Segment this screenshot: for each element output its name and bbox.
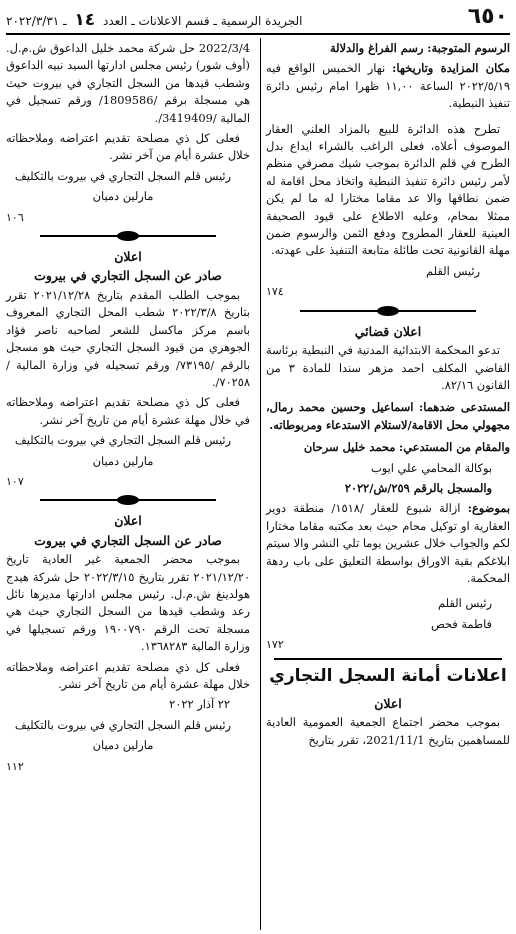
sale-paragraph: تطرح هذه الدائرة للبيع بالمزاد العلني العقار الموصوف أعلاه، فعلى الراغب بالشراء ايداع بدل الطرح في قلم الدائرة بموجب شيك مصرفي منظم لأمر رئيس دائرة تنفيذ النبطية واتخاذ محل اقامة له ضمن نطاقها والا عد مقاما مختارا له ما لم يكن ممثلا بمحام، وعليه الاطلاع على قيود الصحيفة العينية للعقار المطروح ودفع الثمن والرسوم ضمن مهلة القانونية تحت طائلة متابعة التنفيذ على عهدته. xyxy=(266,121,510,258)
notice-number-2: ١٧٢ xyxy=(266,638,284,652)
right-column xyxy=(266,40,510,752)
court-paragraph: تدعو المحكمة الابتدائية المدنية في النبطية برئاسة القاضي المكلف احمد مزهر سندا للمادة ٣ من القانون ٨٢/١٦. xyxy=(266,343,510,392)
section-rule xyxy=(274,658,502,660)
registrar-title-1: رئيس قلم السجل التجاري في بيروت بالتكليف xyxy=(14,168,232,183)
objection-2: فعلى كل ذي مصلحة تقديم اعتراضه وملاحظاته في خلال مهلة عشرة أيام من تاريخ آخر نشر. xyxy=(6,395,250,427)
issue-date: ـ ٢٠٢٢/٣/٣١ xyxy=(6,14,67,28)
defendants-text: اسماعيل وحسين محمد رمال، مجهولي محل الاقامة/لاستلام الاستدعاء ومربوطاته. xyxy=(266,400,510,432)
plaintiff-label: والمقام من المستدعي: xyxy=(398,440,510,455)
registrar-name-3: مارلين دميان xyxy=(92,738,154,753)
notice-title-106: اعلان xyxy=(114,249,142,265)
page-header xyxy=(6,2,510,32)
notice-number-107: ١٠٧ xyxy=(6,474,24,488)
liquidation-paragraph: بموجب محضر الجمعية غير العادية تاريخ ٢٠٢١/١٢/٢٠ تقرر بتاريخ ٢٠٢٢/٣/١٥ حل شركة هيدج هولدينغ ش.م.ل. رئيس مجلس ادارتها مديرها نائل رعد وشطب قيدها من السجل التجاري حيث هي مسجلة تحت الرقم ١٩٠٠٧٩٠ ورقم تسجيلها في وزارة المالية ١٣٦٨٢٨٣. xyxy=(6,552,250,654)
subject-text: ازالة شيوع للعقار /١٥١٨/ منطقة دوير العقارية او توكيل محام حيث بعد مكتبه مقاما مختارا لكم والجواب خلال عشرين يوما تلي النشر والا سيتم ابلاغكم بقية الاوراق بواسطة التعليق على باب ردهة المحكمة. xyxy=(266,501,510,585)
notice-subtitle-106: صادر عن السجل التجاري في بيروت xyxy=(34,268,222,284)
dissolution-paragraph: 2022/3/4 حل شركة محمد خليل الداعوق ش.م.ل. (أوف شور) رئيس مجلس ادارتها السيد نبيه الداعوق وشطب قيدها من السجل التجاري في بيروت حيث هي مسجلة برقم /1809586/ ورقم تسجيل في المالية /3419409/. xyxy=(6,41,250,125)
journal-title xyxy=(6,10,302,30)
auction-place xyxy=(266,60,510,112)
notice-subtitle-107: صادر عن السجل التجاري في بيروت xyxy=(34,532,222,548)
objection-1: فعلى كل ذي مصلحة تقديم اعتراضه وملاحظاته خلال عشرة أيام من آخر نشر. xyxy=(6,131,250,163)
defendants-label: المستدعى ضدهما: xyxy=(419,400,510,415)
deregistration-paragraph: بموجب الطلب المقدم بتاريخ ٢٠٢١/١٢/٢٨ تقرر بتاريخ ٢٠٢٢/٣/٨ شطب المحل التجاري المعروف باسم مركز ماكسل للشعر لصاحبه ناصر فؤاد الجوهري من قيود السجل التجاري حيث هو مسجل بالرقم /٧٣١٩٥/ ورقم تسجيله في وزارة المالية /٧٠٢٥٨/. xyxy=(6,287,250,389)
notice-title: اعلان قضائي xyxy=(354,323,422,339)
separator-ornament-3 xyxy=(6,494,250,506)
header-rule xyxy=(6,33,510,35)
lawyer-line: بوكالة المحامي علي ايوب xyxy=(370,460,492,475)
subject-label: بموضوع: xyxy=(467,501,510,516)
plaintiff xyxy=(266,439,510,456)
defendants xyxy=(266,399,510,434)
plaintiff-text: محمد خليل سرحان xyxy=(303,440,396,455)
notice-title-3: اعلان xyxy=(374,696,402,711)
left-column xyxy=(6,40,250,777)
notice-number-106: ١٠٦ xyxy=(6,210,24,224)
registrar-title-3: رئيس قلم السجل التجاري في بيروت بالتكليف xyxy=(14,717,232,732)
separator-ornament-2 xyxy=(6,230,250,242)
page-number: ٦٥٠ xyxy=(467,4,508,29)
signature-clerk: رئيس القلم xyxy=(426,263,480,278)
auction-text: نهار الخميس الواقع فيه ٢٠٢٢/٥/١٩ الساعة ١١,٠٠ ظهرا امام رئيس دائرة تنفيذ النبطية. xyxy=(266,61,510,111)
subject xyxy=(266,500,510,587)
fees-line: الرسوم المتوجبة: رسم الفراغ والدلالة xyxy=(329,41,510,55)
separator-ornament xyxy=(266,305,510,317)
notice-date: ٢٢ آذار ٢٠٢٢ xyxy=(169,697,230,712)
signature-name-2: فاطمة فحص xyxy=(430,616,492,631)
registrar-name-1: مارلين دميان xyxy=(92,189,154,204)
registrar-name-2: مارلين دميان xyxy=(92,453,154,468)
journal-name: الجريدة الرسمية ـ قسم الاعلانات ـ العدد xyxy=(102,14,303,28)
section-title: اعلانات أمانة السجل التجاري xyxy=(269,665,507,686)
issue-number: ١٤ xyxy=(74,10,96,30)
registration-line: والمسجل بالرقم ٢٥٩/ش/٢٠٢٢ xyxy=(344,480,492,495)
registrar-title-2: رئيس قلم السجل التجاري في بيروت بالتكليف xyxy=(14,433,232,448)
column-divider xyxy=(260,38,261,930)
auction-label: مكان المزايدة وتاريخها: xyxy=(392,61,510,76)
signature-clerk-2: رئيس القلم xyxy=(438,596,492,611)
notice-number-112: ١١٢ xyxy=(6,759,24,773)
notice-number: ١٧٤ xyxy=(266,285,284,299)
notice-title-107: اعلان xyxy=(114,513,142,529)
assembly-paragraph: بموجب محضر اجتماع الجمعية العمومية العادية للمساهمين بتاريخ 2021/11/1، تقرر بتاريخ xyxy=(266,715,510,747)
objection-3: فعلى كل ذي مصلحة تقديم اعتراضه وملاحظاته خلال مهلة عشرة أيام من تاريخ آخر نشر. xyxy=(6,659,250,691)
